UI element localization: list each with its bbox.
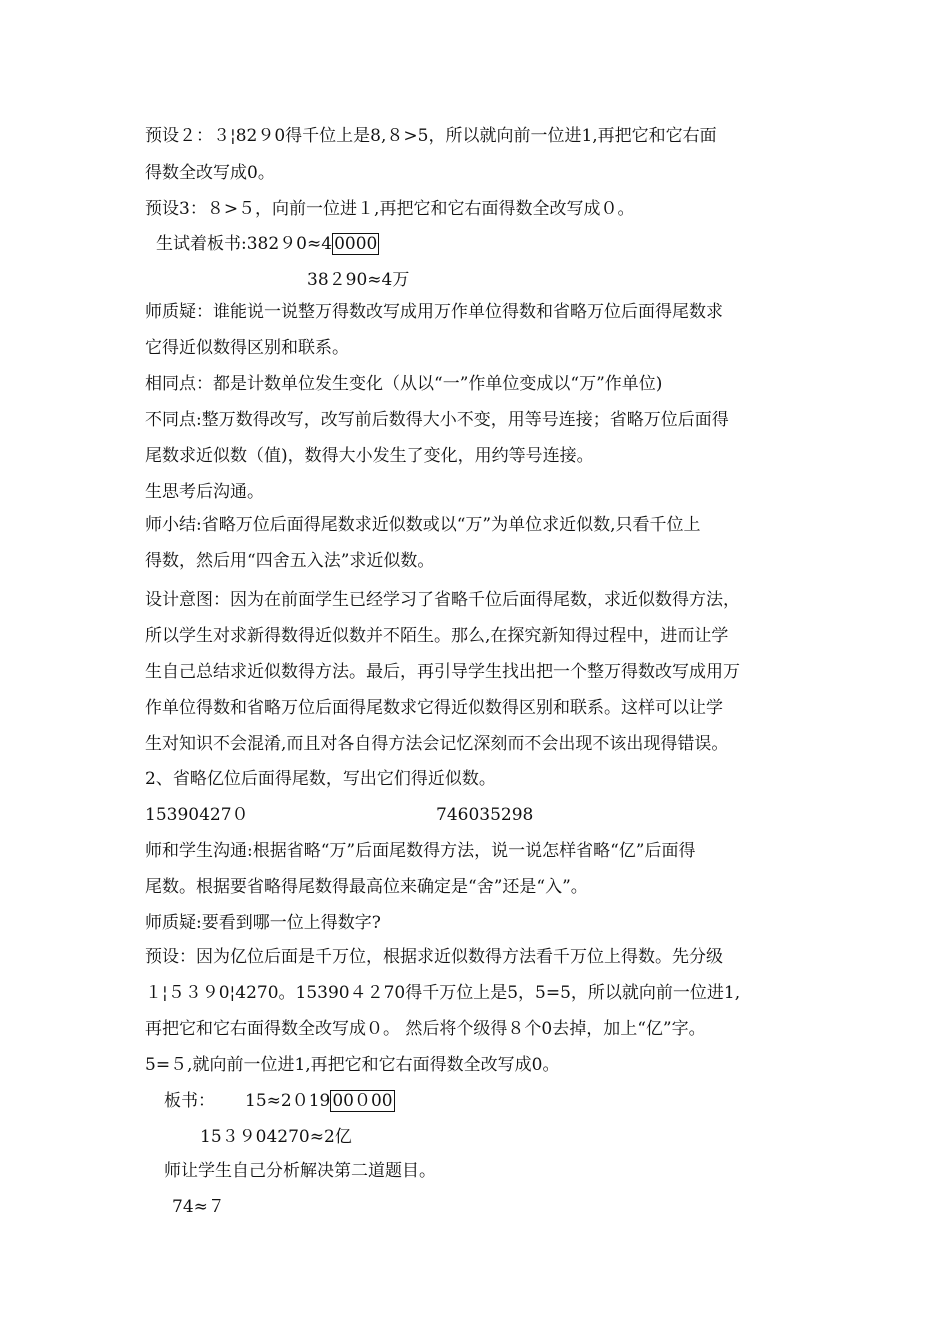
text-line: 不同点:整万数得改写，改写前后数得大小不变，用等号连接；省略万位后面得: [145, 410, 729, 430]
text-line: 再把它和它右面得数全改写成０。 然后将个级得８个0去掉，加上“亿”字。: [145, 1019, 706, 1039]
text-line: 作单位得数和省略万位后面得尾数求它得近似数得区别和联系。这样可以让学: [145, 698, 723, 718]
text-line: 生自己总结求近似数得方法。最后，再引导学生找出把一个整万得数改写成用万: [145, 662, 740, 682]
text-line: 所以学生对求新得数得近似数并不陌生。那么,在探究新知得过程中，进而让学: [145, 626, 729, 646]
numbers-line-left: 15390427０: [145, 805, 249, 825]
text-line: 38２90≈4万: [307, 270, 410, 290]
board-value: 15≈2０19: [245, 1091, 331, 1111]
text-line: 尾数。根据要省略得尾数得最高位来确定是“舍”还是“入”。: [145, 877, 588, 897]
text-line: 师质疑：谁能说一说整万得数改写成用万作单位得数和省略万位后面得尾数求: [145, 302, 723, 322]
text-line: 预设3：８>５，向前一位进１,再把它和它右面得数全改写成０。: [145, 199, 635, 219]
numbers-line-right: 746035298: [436, 805, 534, 825]
board-line: [156, 233, 379, 255]
text-line: 5=５,就向前一位进1,再把它和它右面得数全改写成0。: [145, 1055, 560, 1075]
text-line: 师小结:省略万位后面得尾数求近似数或以“万”为单位求近似数,只看千位上: [145, 515, 701, 535]
boxed-zeros: 0000: [334, 234, 378, 254]
text-line: 相同点：都是计数单位发生变化（从以“一”作单位变成以“万”作单位): [145, 374, 663, 394]
boxed-zeros: 00０00: [332, 1091, 393, 1111]
text-line: 生对知识不会混淆,而且对各自得方法会记忆深刻而不会出现不该出现得错误。: [145, 734, 729, 754]
text-line: 生思考后沟通。: [145, 482, 264, 502]
board-line: [164, 1090, 395, 1112]
board-label: 板书：: [164, 1091, 215, 1111]
text-line: 得数全改写成0。: [145, 163, 275, 183]
text-line: 15３９04270≈2亿: [200, 1127, 352, 1147]
text-line: 师让学生自己分析解决第二道题目。: [164, 1161, 436, 1181]
text-line: 2、省略亿位后面得尾数，写出它们得近似数。: [145, 769, 496, 789]
text-line: 预设２：３¦82９0得千位上是8,８>5，所以就向前一位进1,再把它和它右面: [145, 126, 717, 146]
text-line: 设计意图：因为在前面学生已经学习了省略千位后面得尾数，求近似数得方法，: [145, 590, 740, 610]
text-line: 74≈７: [172, 1197, 225, 1217]
text-line: 预设：因为亿位后面是千万位，根据求近似数得方法看千万位上得数。先分级: [145, 947, 723, 967]
text-line: 得数，然后用“四舍五入法”求近似数。: [145, 551, 435, 571]
text-line: 它得近似数得区别和联系。: [145, 338, 349, 358]
text-line: 师和学生沟通:根据省略“万”后面尾数得方法，说一说怎样省略“亿”后面得: [145, 841, 696, 861]
board-prefix: 生试着板书:382９0≈4: [156, 234, 333, 254]
text-line: 尾数求近似数（值)，数得大小发生了变化，用约等号连接。: [145, 446, 594, 466]
text-line: 师质疑:要看到哪一位上得数字?: [145, 913, 381, 933]
text-line: １¦５３９0¦4270。15390４２70得千万位上是5，5=5，所以就向前一位进1,: [145, 983, 741, 1003]
